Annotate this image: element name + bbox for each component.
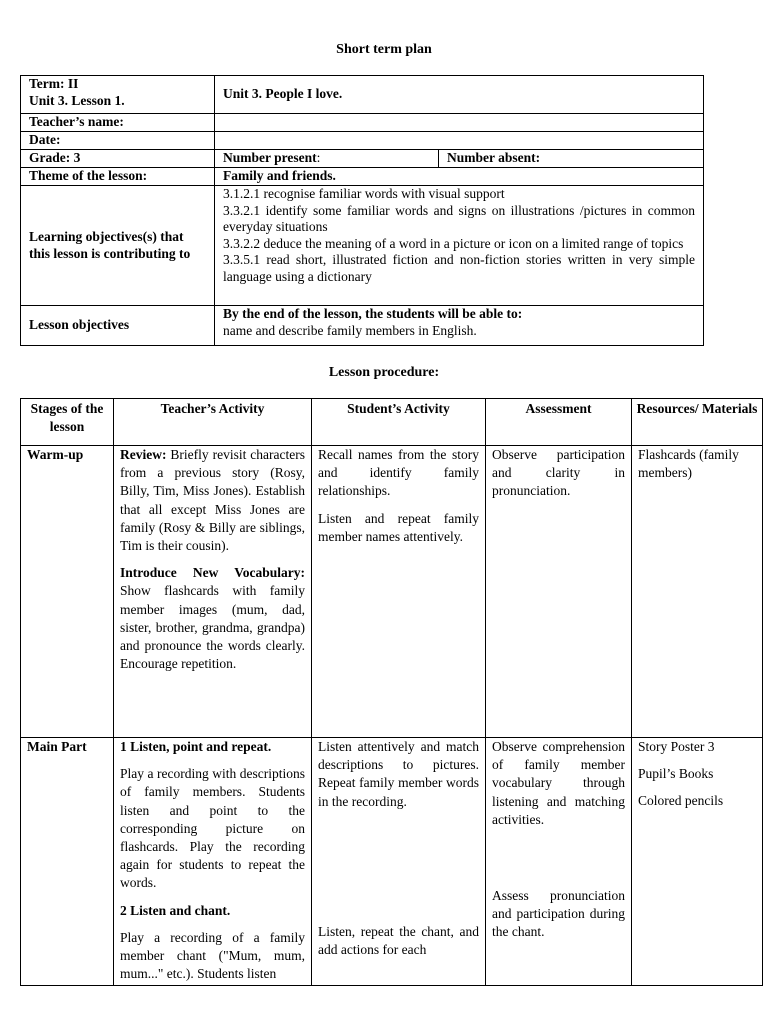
number-present-colon: : [316,150,321,165]
warmup-vocab-label: Introduce New Vocabulary: [120,565,305,581]
warmup-review-text: Briefly revisit characters from a previous story (Rosy, Billy, Tim, Miss Jones). Establish that all except Miss Jones are family (Rosy & Billy are siblings, Tim is their cousin). [120,447,305,554]
procedure-row-main [21,738,763,986]
main-student-activity [312,738,486,986]
warmup-student-activity [312,446,486,738]
main-resource-3: Colored pencils [638,793,724,809]
header-assessment: Assessment [486,399,632,446]
theme-value: Family and friends. [215,168,704,186]
main-teacher-text-1: Play a recording with descriptions of family members. Students listen and point to the corresponding picture on flashcards. Play the recording again for students to repeat the words. [120,766,305,891]
unit-title: Unit 3. People I love. [215,76,704,114]
header-teacher-activity: Teacher’s Activity [114,399,312,446]
main-assessment [486,738,632,986]
main-resource-2: Pupil’s Books [638,766,714,782]
procedure-row-warmup [21,446,763,738]
plan-table [20,75,704,346]
date-label: Date: [21,132,215,150]
header-student-activity: Student’s Activity [312,399,486,446]
warmup-student-text-1: Recall names from the story and identify family relationships. [318,447,479,499]
warmup-student-text-2: Listen and repeat family member names attentively. [318,510,479,544]
warmup-vocab-text: Show flashcards with family member images (mum, dad, sister, brother, grandma, grandpa) and pronounce the words clearly. Encourage repetition. [120,583,305,672]
plan-row-date [21,132,704,150]
objective-item: 3.3.5.1 read short, illustrated fiction and non-fiction stories written in very simple language using a dictionary [223,252,695,284]
objective-item: 3.1.2.1 recognise familiar words with visual support [223,186,505,201]
unit-lesson-label: Unit 3. Lesson 1. [29,92,125,108]
objective-item: 3.3.2.2 deduce the meaning of a word in a picture or icon on a limited range of topics [223,235,684,251]
lesson-objectives-text: name and describe family members in English. [223,322,477,338]
number-present-label: Number present [223,150,317,165]
main-student-text-1: Listen attentively and match descriptions to pictures. Repeat family member words in the recording. [318,739,479,809]
teacher-name-value [215,114,704,132]
plan-row-teacher [21,114,704,132]
theme-label: Theme of the lesson: [21,168,215,186]
lesson-objectives-label: Lesson objectives [21,306,215,346]
number-present-cell [215,150,439,168]
main-heading-2: 2 Listen and chant. [120,902,231,918]
number-absent-label: Number absent: [439,150,704,168]
term-cell [21,76,215,114]
term-label: Term: II [29,76,79,91]
warmup-review-label: Review: [120,447,167,462]
plan-row-term [21,76,704,114]
plan-row-lesson-objectives [21,306,704,346]
page-title: Short term plan [336,42,432,57]
main-student-text-2: Listen, repeat the chant, and add actions for each [318,923,479,958]
procedure-table [20,398,763,986]
main-teacher-text-2: Play a recording of a family member chant ("Mum, mum, mum..." etc.). Students listen [120,929,305,982]
main-heading-1: 1 Listen, point and repeat. [120,739,272,754]
header-resources: Resources/ Materials [632,399,763,446]
main-resources [632,738,763,986]
warmup-resources: Flashcards (family members) [632,446,763,738]
warmup-review [120,446,305,555]
main-assessment-text-1: Observe comprehension of family member vocabulary through listening and matching activities. [492,739,625,827]
lesson-objectives-cell [215,306,704,346]
objectives-label: Learning objectives(s) that this lesson is contributing to [21,186,215,306]
header-stages: Stages of the lesson [21,399,114,446]
procedure-header-row [21,399,763,446]
date-value [215,132,704,150]
teacher-name-label: Teacher’s name: [21,114,215,132]
stage-main: Main Part [21,738,114,986]
objective-item: 3.3.2.1 identify some familiar words and signs on illustrations /pictures in common everyday situations [223,202,695,234]
stage-warmup: Warm-up [21,446,114,738]
plan-row-grade [21,150,704,168]
warmup-vocab [120,564,305,673]
grade-label: Grade: 3 [21,150,215,168]
main-teacher-activity [114,738,312,986]
plan-row-objectives [21,186,704,306]
warmup-assessment: Observe participation and clarity in pronunciation. [486,446,632,738]
objectives-list [215,186,704,306]
warmup-teacher-activity [114,446,312,738]
lesson-objectives-intro: By the end of the lesson, the students will be able to: [223,306,523,321]
plan-row-theme [21,168,704,186]
section-title: Lesson procedure: [328,365,440,380]
main-resource-1: Story Poster 3 [638,739,715,754]
main-assessment-text-2: Assess pronunciation and participation during the chant. [492,888,625,940]
